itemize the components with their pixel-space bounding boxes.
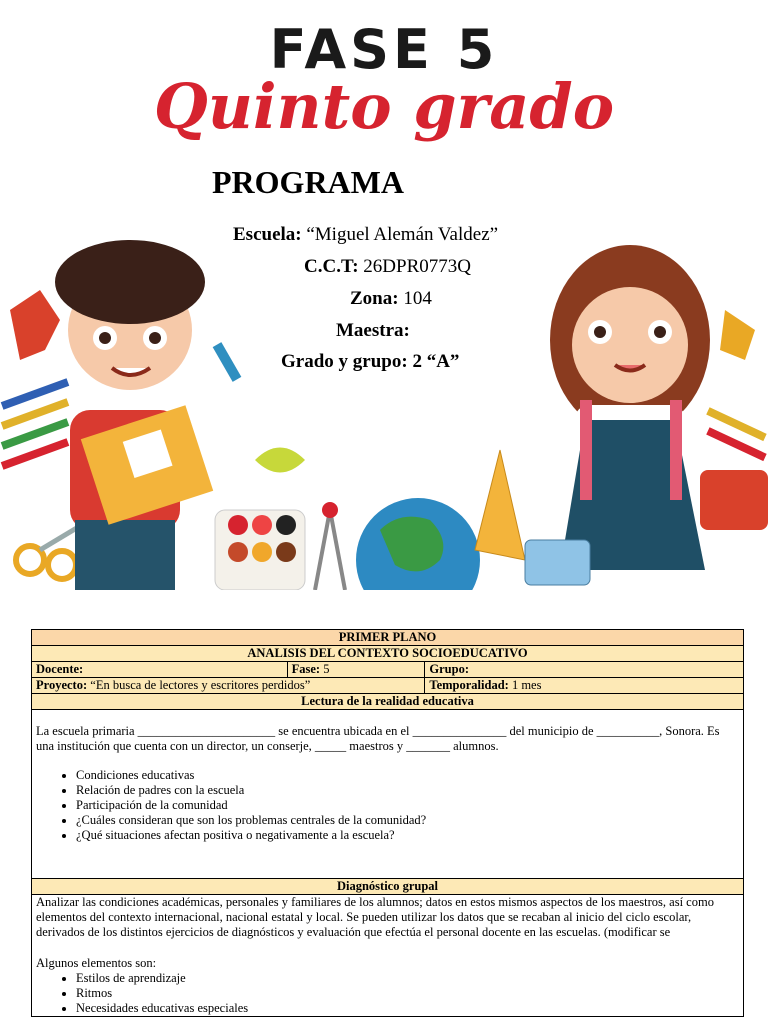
cct-line (304, 256, 471, 278)
escuela-value: “Miguel Alemán Valdez” (306, 224, 499, 245)
diagnostico-content (32, 895, 744, 1017)
docente-cell (32, 662, 288, 678)
list-item: • ¿Cuáles consideran que son los problemas centrales de la comunidad? (76, 813, 739, 828)
maestra-label: Maestra: (336, 320, 410, 341)
cct-value: 26DPR0773Q (363, 256, 471, 277)
globe-icon (356, 498, 480, 590)
pencils-right-icon (700, 407, 768, 530)
maestra-line (336, 320, 410, 342)
leaf-left-icon (10, 290, 60, 360)
boy-character-icon (55, 240, 241, 590)
docente-label: Docente: (36, 662, 84, 676)
algunos-text: Algunos elementos son: (36, 956, 157, 970)
pencils-left-icon (1, 378, 70, 469)
proyecto-cell (32, 678, 425, 694)
fase-cell (287, 662, 425, 678)
lectura-paragraph: La escuela primaria ______________________ se encuentra ubicada en el _______________ del municipio de __________, Sonora. Es una institución que cuenta con un director, un conserje, _____ maestros y _______ alumnos. (36, 724, 720, 753)
diagnostico-header: Diagnóstico grupal (32, 879, 744, 895)
list-item: • Condiciones educativas (76, 768, 739, 783)
zona-label: Zona: (350, 288, 399, 309)
lectura-header: Lectura de la realidad educativa (32, 694, 744, 710)
grado-value: 2 “A” (412, 351, 460, 372)
diagnostico-list (36, 971, 739, 1016)
grupo-label: Grupo: (429, 662, 469, 676)
fase-value: 5 (323, 662, 330, 676)
temporalidad-cell (425, 678, 744, 694)
grupo-cell (425, 662, 744, 678)
planning-table (31, 629, 744, 1017)
list-item: • Estilos de aprendizaje (76, 971, 739, 986)
list-item: • Participación de la comunidad (76, 798, 739, 813)
lectura-list (36, 768, 739, 843)
escuela-label: Escuela: (233, 224, 302, 245)
analisis-header: ANALISIS DEL CONTEXTO SOCIOEDUCATIVO (32, 646, 744, 662)
fase-title: FASE 5 (269, 18, 499, 81)
grado-label: Grado y grupo: (281, 351, 408, 372)
list-item: • Necesidades educativas especiales (76, 1001, 739, 1016)
list-item: • Relación de padres con la escuela (76, 783, 739, 798)
grado-title: Quinto grado (153, 70, 615, 143)
leaf-center-icon (255, 448, 305, 473)
paint-palette-icon (215, 510, 305, 590)
cct-label: C.C.T: (304, 256, 359, 277)
triangle-ruler-icon (475, 450, 525, 560)
leaf-right-icon (720, 310, 755, 360)
proyecto-label: Proyecto: (36, 678, 88, 692)
compass-icon (315, 502, 345, 590)
list-item: • Ritmos (76, 986, 739, 1001)
grado-line (281, 351, 459, 373)
fase-label: Fase: (291, 662, 321, 676)
diagnostico-paragraph: Analizar las condiciones académicas, personales y familiares de los alumnos; datos en estos mismos aspectos de los maestros, así como elementos del contexto internacional, nacional estatal y local. Se pueden utilizar los datos que se recaban al inicio del ciclo escolar, derivados de los distintos ejercicios de diagnósticos y evaluación que efectúa el personal docente en las escuelas. (modificar se (36, 895, 714, 939)
lectura-content (32, 710, 744, 879)
proyecto-value: “En busca de lectores y escritores perdidos” (90, 678, 311, 692)
temporalidad-label: Temporalidad: (429, 678, 509, 692)
zona-line (350, 288, 432, 310)
calculator-icon (525, 540, 590, 585)
escuela-line (233, 224, 498, 246)
primer-plano-header: PRIMER PLANO (32, 630, 744, 646)
programa-title: PROGRAMA (212, 164, 404, 200)
temporalidad-value: 1 mes (511, 678, 542, 692)
zona-value: 104 (403, 288, 432, 309)
list-item: • ¿Qué situaciones afectan positiva o negativamente a la escuela? (76, 828, 739, 843)
girl-character-icon (550, 245, 710, 570)
